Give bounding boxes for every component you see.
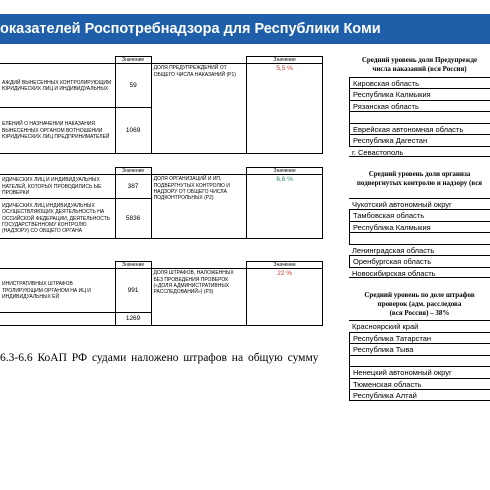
ratio-value: 5,5 % (247, 64, 323, 154)
value-header: Значение (115, 168, 151, 175)
list-item: Ленинградская область (349, 244, 490, 256)
list-item: Республика Калмыкия (349, 88, 490, 100)
ratio-value: 22 % (247, 269, 323, 326)
row-value: 1269 (115, 313, 151, 326)
panel-subtitle: подвергнутых контролю и надзору (вся (356, 178, 483, 187)
regions-panel-inspections (349, 170, 490, 278)
row-label (0, 313, 115, 326)
list-item: Красноярский край (349, 320, 490, 332)
ratio-label: ДОЛЯ ПРЕДУПРЕЖДЕНИЙ ОТ ОБЩЕГО ЧИСЛА НАКАЗАНИЙ (P1) (151, 64, 247, 154)
regions-panel-warnings (349, 56, 490, 157)
list-item: Республика Татарстан (349, 332, 490, 344)
body-text: 6.3-6.6 КоАП РФ судами наложено штрафов на общую сумму (0, 352, 319, 364)
panel-subtitle: (вся Россия) – 38% (389, 308, 450, 317)
row-label: АЖДИЙ ВЫНЕСЕННЫХ КОНТРОЛИРУЮЩИМ ЮРИДИЧЕСКИХ ЛИЦ И ИНДИВИДУАЛЬНЫХ (0, 64, 115, 108)
regions-panel-fines (349, 291, 490, 401)
list-item: Еврейская автономная область (349, 123, 490, 135)
value-header: Значение (247, 57, 323, 64)
region-list (349, 77, 490, 158)
row-value: 991 (115, 269, 151, 313)
list-item: Республика Тыва (349, 343, 490, 355)
fines-table (0, 261, 323, 326)
row-label: ИДИЧЕСКИХ ЛИЦ ИНДИВИДУАЛЬНЫХ ОСУЩЕСТВЛЯЮЩИХ ДЕЯТЕЛЬНОСТЬ НА ОССИЙСКОЙ ФЕДЕРАЦИИ, ДЕЯТЕЛЬНОСТЬ ГОСУДАРСТВЕННОМУ КОНТРОЛЮ (НАДЗОРУ) СО ОБЩЕГО ОРГАНА (0, 199, 115, 239)
list-item: Оренбургская область (349, 255, 490, 267)
list-item: г. Севастополь (349, 146, 490, 158)
row-label: ЕЛЕНИЙ О НАЗНАЧЕНИИ НАКАЗАНИЯ ВЫНЕСЕННЫХ ОРГАНОМ ВОТНОШЕНИИ ЮРИДИЧЕСКИХ ЛИЦ ПРЕДПРИНИМАТЕЛЕЙ (0, 108, 115, 154)
list-item: Тамбовская область (349, 209, 490, 221)
list-item: Новосибирская область (349, 267, 490, 279)
value-header: Значение (247, 168, 323, 175)
ratio-label: ДОЛЯ ШТРАФОВ, НАЛОЖЕННЫХ БЕЗ ПРОВЕДЕНИЯ ПРОВЕРОК («ДОЛЯ АДМИНИСТРАТИВНЫХ РАССЛЕДОВАНИЙ») (P3) (151, 269, 247, 326)
region-list (349, 320, 490, 401)
list-item: Кировская область (349, 77, 490, 89)
value-header: Значение (247, 262, 323, 269)
row-value: 59 (115, 64, 151, 108)
list-item: Республика Дагестан (349, 134, 490, 146)
list-item: Тюменская область (349, 378, 490, 390)
list-item: Республика Алтай (349, 389, 490, 401)
panel-subtitle: проверок (адм. расследова (377, 299, 462, 308)
list-item (349, 111, 490, 123)
row-value: 5836 (115, 199, 151, 239)
list-item: Республика Калмыкия (349, 221, 490, 233)
ratio-value: 6,6 % (247, 175, 323, 239)
row-label: ИДИЧЕСКИХ ЛИЦ И ИНДИВИДУАЛЬНЫХ НАТЕЛЕЙ, КОТОРЫХ ПРОВОДИЛИСЬ ЫЕ ПРОВЕРКИ (0, 175, 115, 199)
panel-title: Средний уровень по доле штрафов (364, 291, 475, 299)
value-header: Значение (115, 57, 151, 64)
value-header: Значение (115, 262, 151, 269)
list-item: Рязанская область (349, 100, 490, 112)
list-item (349, 232, 490, 244)
ratio-label: ДОЛЯ ОРГАНИЗАЦИЙ И ИП, ПОДВЕРГНУТЫХ КОНТРОЛЮ И НАДЗОРУ ОТ ОБЩЕГО ЧИСЛА ПОДКОНТРОЛЬНЫХ (P2) (151, 175, 247, 239)
row-label: ИНИСТРАТИВНЫХ ШТРАФОВ ТРОЛИРУЮЩИМ ОРГАНОМ НА ИЦ И ИНДИВИДУАЛЬНЫХ ЕЙ (0, 269, 115, 313)
panel-title: Средний уровень доли Предупрежде (361, 56, 478, 64)
page-title: оказателей Роспотребнадзора для Республики Коми (0, 14, 490, 44)
panel-subtitle: числа наказаний (вся Россия) (372, 64, 467, 73)
warnings-table (0, 56, 323, 154)
list-item (349, 355, 490, 367)
inspections-table (0, 167, 323, 239)
list-item: Чукотский автономный округ (349, 198, 490, 210)
region-list (349, 198, 490, 279)
list-item: Ненецкий автономный округ (349, 366, 490, 378)
panel-title: Средний уровень доли организа (368, 170, 471, 178)
row-value: 387 (115, 175, 151, 199)
row-value: 1069 (115, 108, 151, 154)
